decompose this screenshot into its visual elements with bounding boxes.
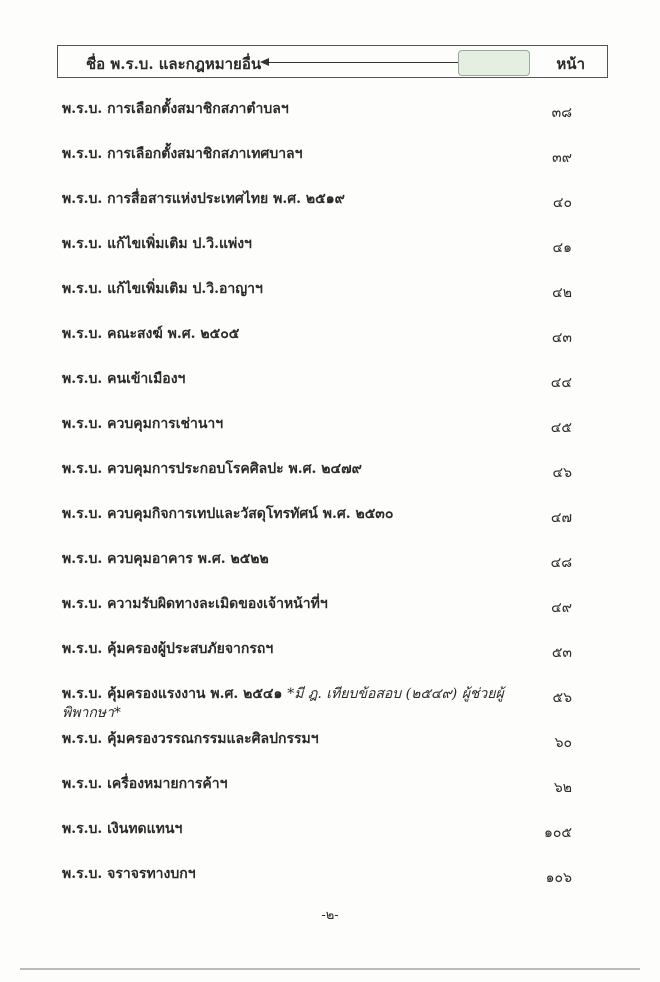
toc-entry [62,190,572,214]
entry-name: พ.ร.บ. คุ้มครองวรรณกรรมและศิลปกรรมฯ [62,731,319,747]
entry-title [62,685,520,723]
toc-entry [62,325,572,349]
toc-entry [62,640,572,664]
toc-entry [62,820,572,844]
entry-title [62,325,520,344]
toc-entry [62,685,572,721]
entry-page: ๔๑ [552,240,572,256]
toc-entry [62,370,572,394]
entry-name: พ.ร.บ. แก้ไขเพิ่มเติม ป.วิ.อาญาฯ [62,281,263,297]
entry-name: พ.ร.บ. ความรับผิดทางละเมิดของเจ้าหน้าที่ฯ [62,596,328,612]
entry-title [62,415,520,434]
entry-title [62,280,520,299]
entry-note: *มี ฎ. เทียบข้อสอบ (๒๕๔๙) ผู้ช่วยผู้พิพากษา* [62,686,504,721]
toc-entry [62,145,572,169]
arrow-left-icon [268,62,458,63]
entry-name: พ.ร.บ. คุ้มครองผู้ประสบภัยจากรถฯ [62,641,274,657]
entry-page: ๑๐๖ [545,870,572,886]
bottom-rule [20,968,640,970]
toc-entry [62,865,572,889]
entry-name: พ.ร.บ. การสื่อสารแห่งประเทศไทย พ.ศ. ๒๕๑๙ [62,191,345,207]
entry-name: พ.ร.บ. การเลือกตั้งสมาชิกสภาตำบลฯ [62,101,289,117]
entry-page: ๓๘ [551,105,572,121]
toc-entry [62,775,572,799]
toc-entry [62,460,572,484]
entry-page: ๕๖ [552,690,572,706]
entry-name: พ.ร.บ. เครื่องหมายการค้าฯ [62,776,228,792]
toc-entry [62,415,572,439]
entry-page: ๔๒ [552,285,572,301]
entry-page: ๔๗ [550,510,572,526]
ribbon-logo-icon [458,50,530,76]
entry-page: ๔๔ [550,375,572,391]
entry-title [62,505,520,524]
toc-entry [62,730,572,754]
entry-name: พ.ร.บ. ควบคุมกิจการเทปและวัสดุโทรทัศน์ พ.ศ. ๒๕๓๐ [62,506,394,522]
entry-title [62,820,520,839]
entry-title [62,370,520,389]
entry-page: ๕๓ [551,645,572,661]
entry-name: พ.ร.บ. คณะสงฆ์ พ.ศ. ๒๕๐๕ [62,326,240,342]
entry-page: ๔๓ [551,330,572,346]
entry-title [62,190,520,209]
entry-name: พ.ร.บ. การเลือกตั้งสมาชิกสภาเทศบาลฯ [62,146,303,162]
entry-title [62,775,520,794]
entry-name: พ.ร.บ. ควบคุมอาคาร พ.ศ. ๒๕๒๒ [62,551,269,567]
entry-name: พ.ร.บ. คุ้มครองแรงงาน พ.ศ. ๒๕๔๑ [62,686,283,702]
entry-title [62,550,520,569]
entry-page: ๔๙ [551,600,572,616]
toc-entry [62,235,572,259]
entry-title [62,730,520,749]
entry-title [62,595,520,614]
toc-entry [62,550,572,574]
entry-page: ๔๕ [550,420,572,436]
toc-entry [62,280,572,304]
entry-name: พ.ร.บ. ควบคุมการเช่านาฯ [62,416,224,432]
entry-page: ๓๙ [552,150,572,166]
entry-page: ๔๐ [552,195,572,211]
toc-entry [62,100,572,124]
entry-title [62,100,520,119]
entry-name: พ.ร.บ. แก้ไขเพิ่มเติม ป.วิ.แพ่งฯ [62,236,252,252]
toc-entry [62,595,572,619]
header-page-label: หน้า [556,55,585,73]
entry-page: ๔๘ [550,555,572,571]
entry-name: พ.ร.บ. คนเข้าเมืองฯ [62,371,186,387]
entry-name: พ.ร.บ. ควบคุมการประกอบโรคศิลปะ พ.ศ. ๒๔๗๙ [62,461,362,477]
entry-page: ๑๐๕ [543,825,572,841]
entry-title [62,235,520,254]
page-number: -๒- [321,908,339,923]
toc-entry [62,505,572,529]
entry-title [62,145,520,164]
header-title: ชื่อ พ.ร.บ. และกฎหมายอื่น [86,55,262,73]
table-header [57,45,608,78]
entry-page: ๖๒ [553,780,572,796]
entry-page: ๔๖ [552,465,572,481]
entry-page: ๖๐ [554,735,572,751]
entry-name: พ.ร.บ. จราจรทางบกฯ [62,866,196,882]
entry-title [62,640,520,659]
entry-name: พ.ร.บ. เงินทดแทนฯ [62,821,183,837]
entry-title [62,865,520,884]
entry-title [62,460,520,479]
